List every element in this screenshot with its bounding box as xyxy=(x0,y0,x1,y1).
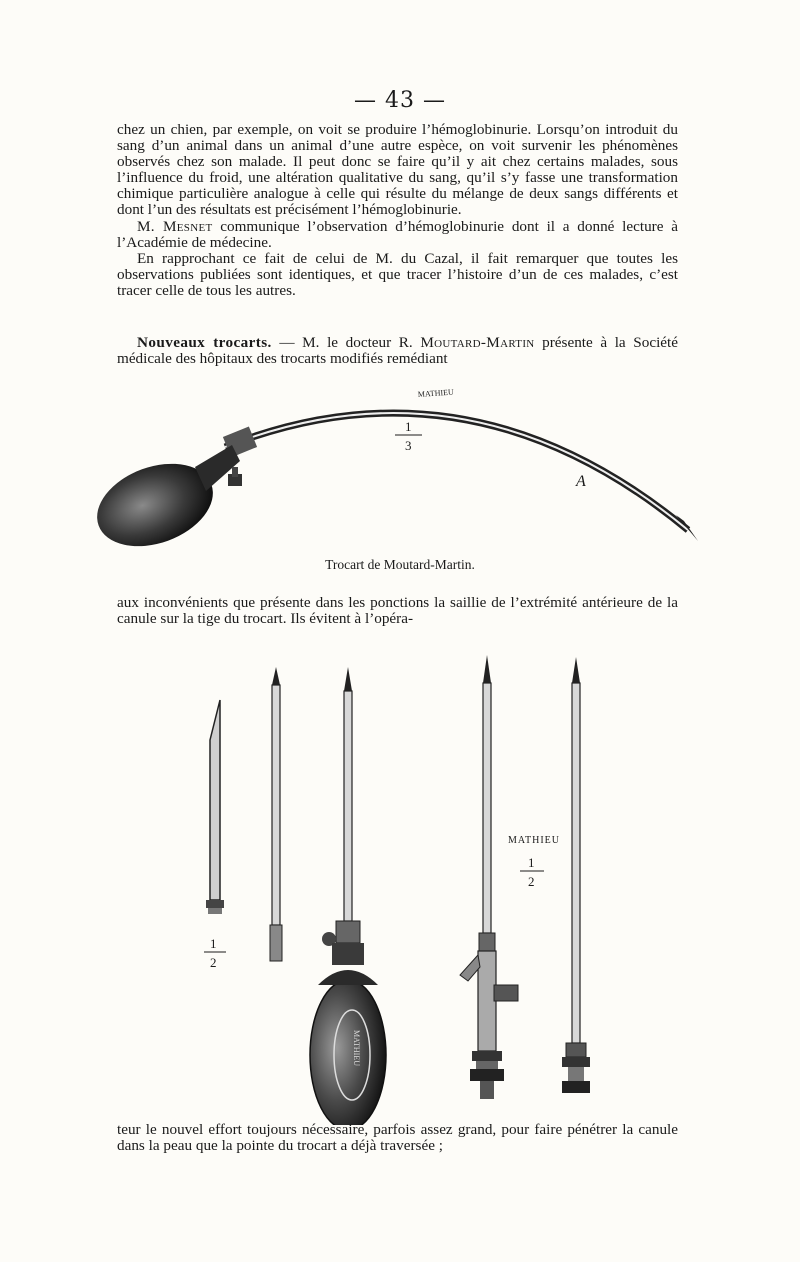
paragraph-operateur: teur le nouvel effort toujours nécessaire, parfois assez grand, pour faire pénétrer la canule dans la peau que la pointe du trocart a déjà traversée ; xyxy=(117,1121,678,1155)
scale-left-denominator: 2 xyxy=(210,955,217,970)
curved-cannula xyxy=(225,413,688,530)
body-text-top xyxy=(117,122,678,299)
paragraph-mesnet xyxy=(117,219,678,251)
figure-caption: Trocart de Moutard-Martin. xyxy=(325,557,475,572)
page-number: — 43 — xyxy=(354,88,446,113)
stylet-thin xyxy=(270,667,282,961)
engraving-mathieu: MATHIEU xyxy=(417,387,455,399)
paragraph-du-cazal: En rapprochant ce fait de celui de M. du Cazal, il fait remarquer que toutes les observations publiées sont identiques, et que tracer l’histoire d’un de ces malades, c’est tracer celle de tous les autres. xyxy=(117,249,678,299)
handle-engraving: MATHIEU xyxy=(352,1030,361,1066)
figure-letter-a: A xyxy=(576,473,586,490)
scale-denominator: 3 xyxy=(405,438,412,453)
author-moutard-martin: Moutard-Martin xyxy=(420,334,535,351)
scale-right-numerator: 1 xyxy=(528,855,535,870)
trocar-pear-handle xyxy=(310,667,386,1125)
engraving-mathieu-right: MATHIEU xyxy=(508,835,560,846)
cannula-short xyxy=(206,700,224,914)
pear-handle xyxy=(310,980,386,1125)
author-mesnet: M. Mesnet xyxy=(137,217,213,235)
scale-left-numerator: 1 xyxy=(210,936,217,951)
paragraph-inconvenients: aux inconvénients que présente dans les ponctions la saillie de l’extrémité antérieure de la canule sur la tige du trocart. Ils évitent à l’opéra- xyxy=(117,594,678,628)
body-text-middle xyxy=(117,595,678,627)
body-text-bottom xyxy=(117,1122,678,1154)
paragraph-mesnet-text: communique l’observation d’hémoglobinurie dont il a donné lecture à l’Académie de médecine. xyxy=(117,217,678,251)
section-title: Nouveaux trocarts. xyxy=(137,334,272,351)
figure-straight-trocars xyxy=(0,645,800,1125)
paragraph-hemoglobinuria: chez un chien, par exemple, on voit se produire l’hémoglobinurie. Lorsqu’on introduit du sang d’un animal dans un animal d’une autre espèce, on voit survenir les phénomènes observés chez son malade. Il peut donc se faire qu’il y ait chez certains malades, sous l’influence du froid, une altération qualitative du sang, qu’il s’y fasse une transformation chimique particulière analogue à celle qui résulte du mélange de deux sangs différents et dont l’un des résultats est précisément l’hémoglobinurie. xyxy=(117,121,678,219)
trocar-side-port xyxy=(460,655,518,1099)
section-trocarts xyxy=(117,335,678,367)
section-intro-text: présente à la Société médicale des hôpitaux des trocarts modifiés remédiant xyxy=(117,334,678,368)
section-dash: — M. le docteur R. xyxy=(271,334,421,351)
section-intro xyxy=(117,335,678,367)
stylet-long xyxy=(562,657,590,1093)
scale-numerator: 1 xyxy=(405,419,412,434)
figure-curved-trocar xyxy=(0,375,800,575)
scale-right-denominator: 2 xyxy=(528,874,535,889)
